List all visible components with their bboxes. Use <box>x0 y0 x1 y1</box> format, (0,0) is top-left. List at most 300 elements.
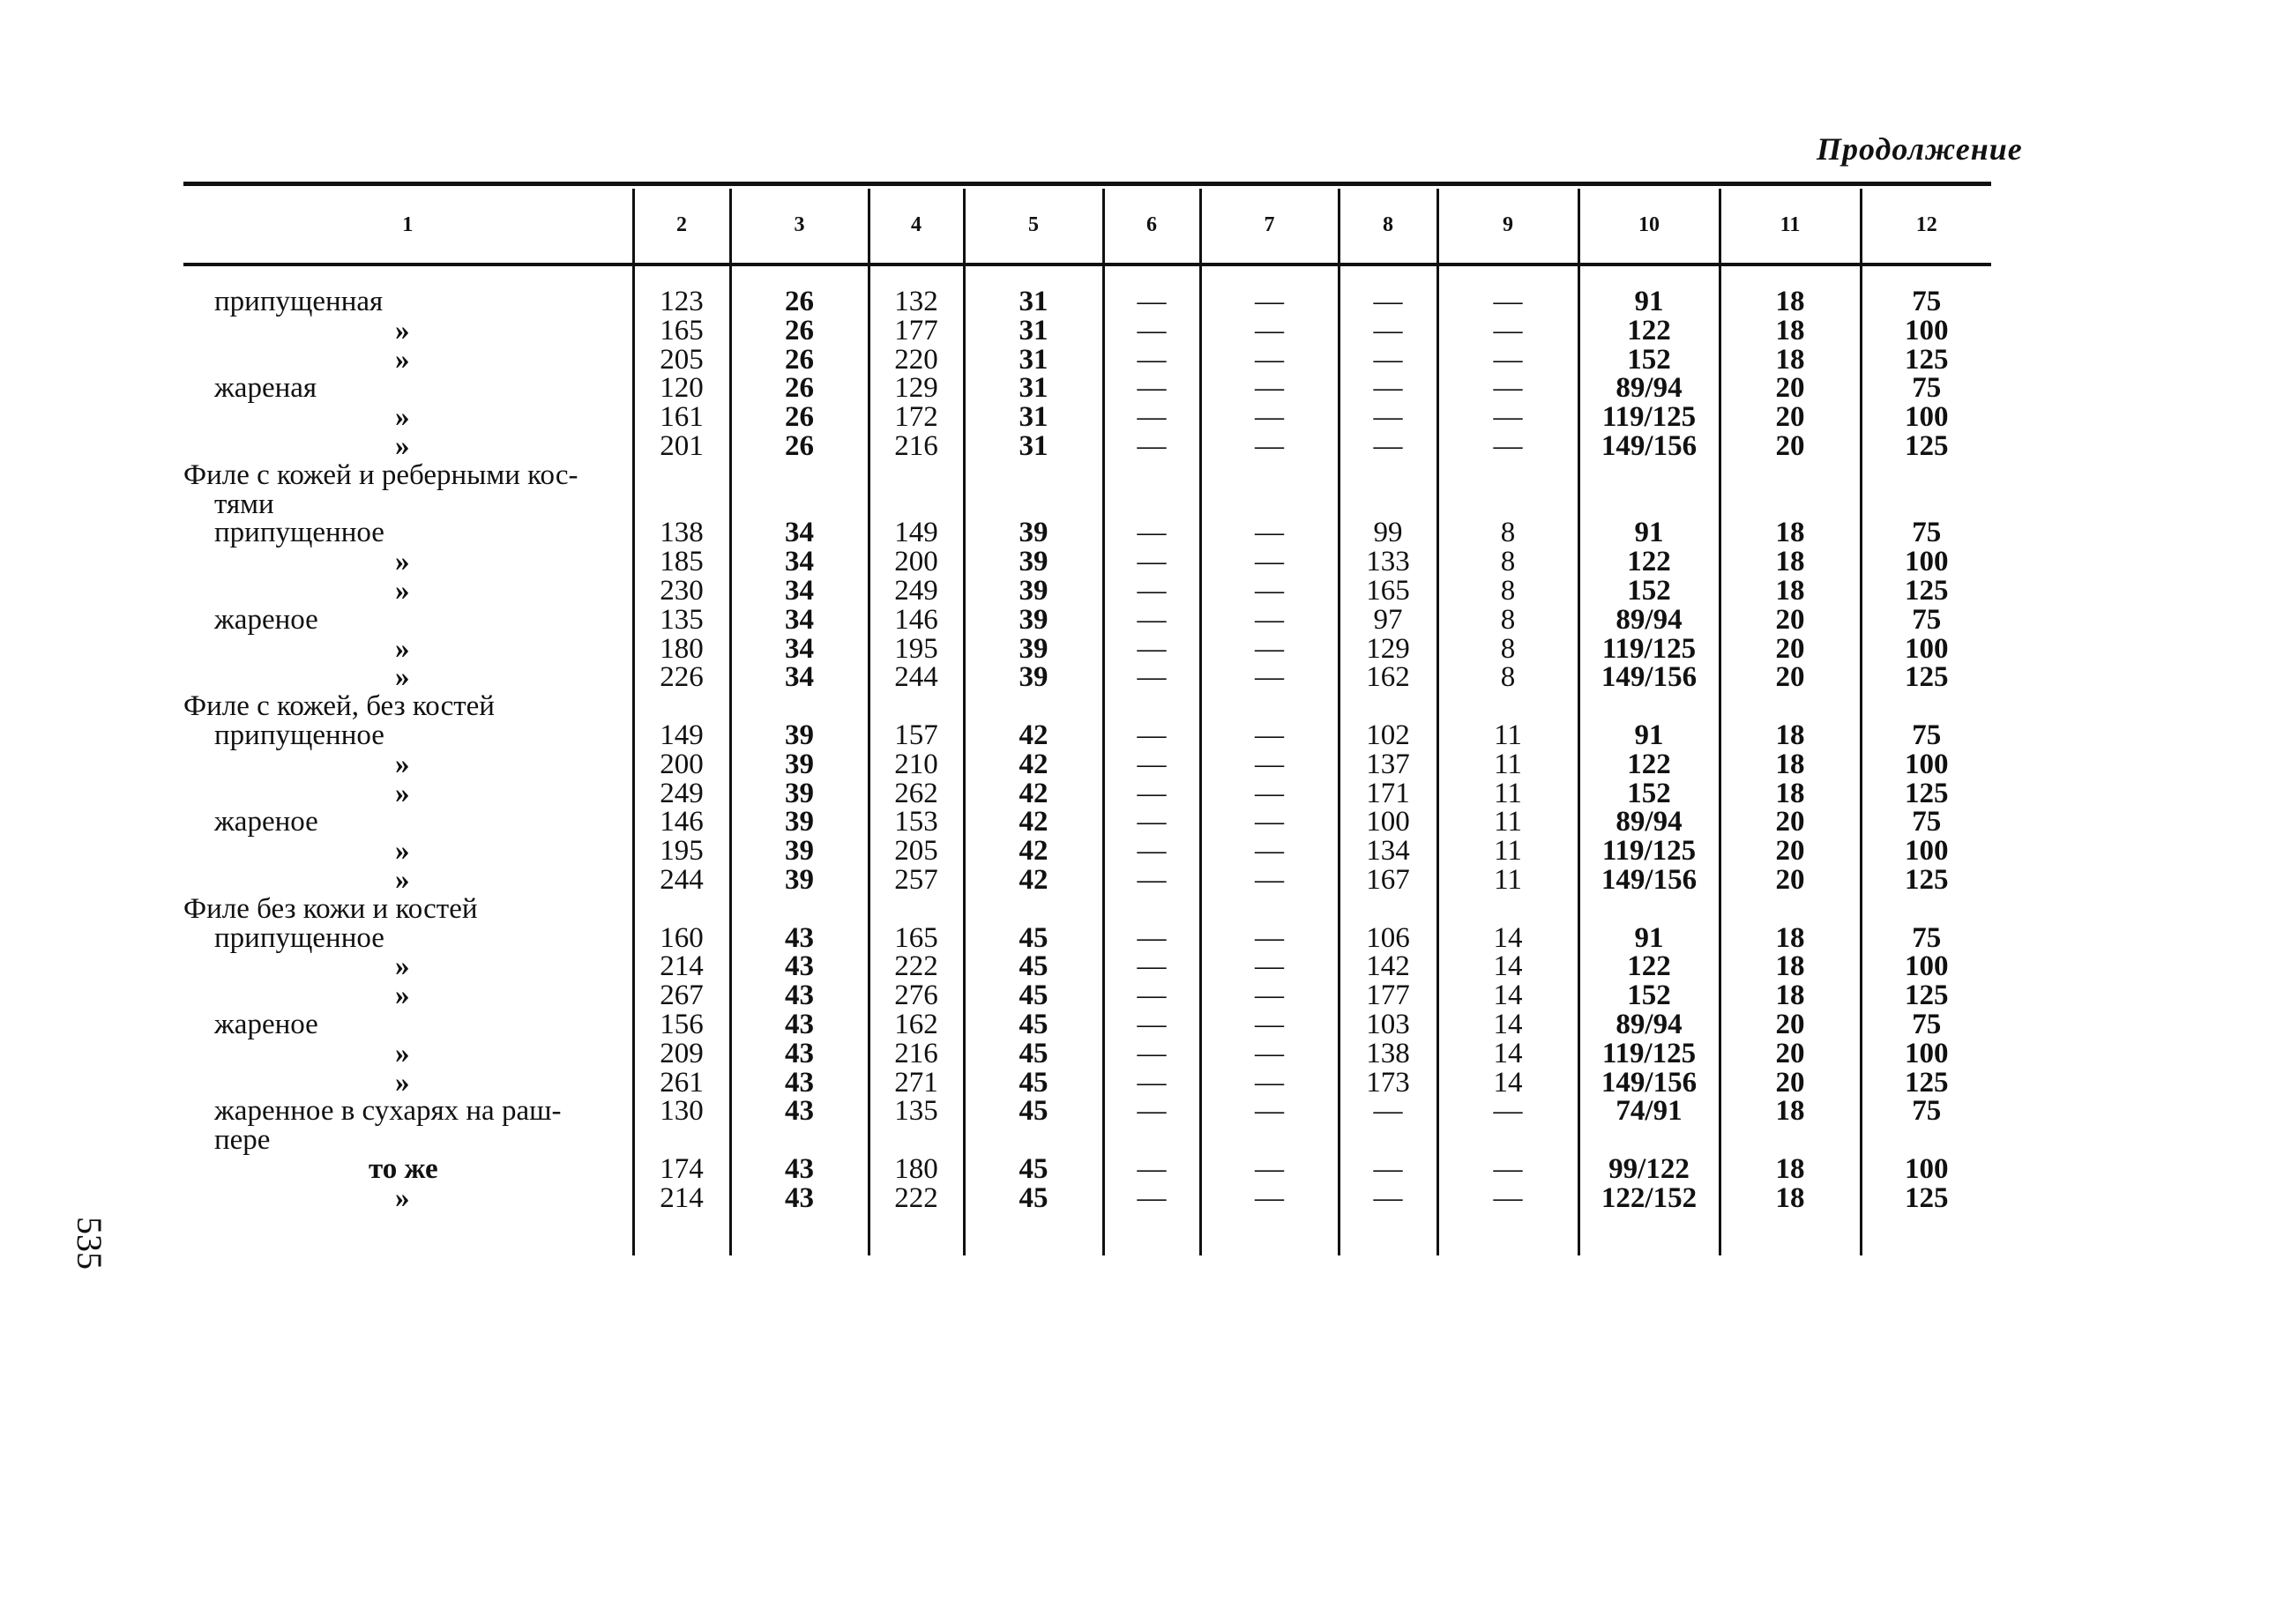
table-cell-col-9: — <box>1437 403 1578 432</box>
table-cell-col-4: 276 <box>869 981 964 1010</box>
table-cell-col-4: 216 <box>869 1039 964 1069</box>
table-cell-col-11: 18 <box>1720 346 1861 375</box>
table-cell-col-6: — <box>1103 750 1200 779</box>
table-cell-col-3: 43 <box>730 1155 869 1184</box>
table-cell-col-11: 20 <box>1720 1069 1861 1098</box>
row-label: жаренное в сухарях на раш- <box>214 1095 562 1128</box>
table-cell-col-8: 165 <box>1339 577 1437 606</box>
table-cell-col-6: — <box>1103 432 1200 461</box>
table-row <box>183 866 1991 895</box>
table-cell-col-7: — <box>1200 981 1339 1010</box>
table-cell-col-3: 43 <box>730 1184 869 1213</box>
table-cell-col-8: 134 <box>1339 837 1437 866</box>
table-cell-col-2: 135 <box>633 606 730 635</box>
table-cell-col-8: 138 <box>1339 1039 1437 1069</box>
row-label: припущенное <box>214 517 384 549</box>
column-header-4: 4 <box>869 189 964 261</box>
table-spacer-row <box>183 261 1991 287</box>
table-cell-col-10: 122 <box>1578 548 1720 577</box>
row-label: припущенное <box>214 719 384 751</box>
table-cell-col-6: — <box>1103 866 1200 895</box>
column-header-6: 6 <box>1103 189 1200 261</box>
table-cell-col-12: 100 <box>1861 1039 1991 1069</box>
table-cell-col-3: 39 <box>730 750 869 779</box>
table-cell-col-5 <box>964 461 1103 490</box>
table-cell-col-10: 89/94 <box>1578 374 1720 403</box>
table-cell-col-9 <box>1437 490 1578 519</box>
row-label: припущенная <box>214 286 384 317</box>
table-cell-col-2: 149 <box>633 721 730 750</box>
column-header-2: 2 <box>633 189 730 261</box>
table-cell-col-12: 100 <box>1861 1155 1991 1184</box>
table-cell-col-11: 18 <box>1720 779 1861 808</box>
table-cell-col-9: — <box>1437 287 1578 317</box>
table-cell-col-8: 167 <box>1339 866 1437 895</box>
table-cell-col-9: — <box>1437 317 1578 346</box>
table-cell-col-3 <box>730 895 869 924</box>
table-cell-col-3: 43 <box>730 1069 869 1098</box>
table-cell-col-7: — <box>1200 1069 1339 1098</box>
row-label: жареное <box>214 806 318 838</box>
table-cell-col-2: 123 <box>633 287 730 317</box>
table-cell-col-9: — <box>1437 1097 1578 1126</box>
table-cell-col-7: — <box>1200 750 1339 779</box>
table-cell-col-11: 20 <box>1720 663 1861 692</box>
table-cell-col-3 <box>730 490 869 519</box>
table-cell-col-6: — <box>1103 374 1200 403</box>
table-cell-col-10: 149/156 <box>1578 432 1720 461</box>
table-cell-col-11: 20 <box>1720 374 1861 403</box>
table-cell-col-2: 261 <box>633 1069 730 1098</box>
table-cell-col-8: 133 <box>1339 548 1437 577</box>
table-row <box>183 490 1991 519</box>
table-row <box>183 1097 1991 1126</box>
table-tail-row <box>183 1213 1991 1255</box>
table-cell-col-3: 26 <box>730 374 869 403</box>
table-cell-col-8: — <box>1339 1184 1437 1213</box>
table-cell-col-2: 226 <box>633 663 730 692</box>
table-cell-col-8: — <box>1339 287 1437 317</box>
table-cell-col-2: 201 <box>633 432 730 461</box>
table-cell-col-4: 177 <box>869 317 964 346</box>
table-cell-col-3: 26 <box>730 287 869 317</box>
table-cell-col-7: — <box>1200 403 1339 432</box>
table-cell-col-7: — <box>1200 317 1339 346</box>
table-cell-col-5: 45 <box>964 981 1103 1010</box>
table-cell-col-7: — <box>1200 808 1339 837</box>
table-cell-col-3: 43 <box>730 952 869 981</box>
table-cell-col-6 <box>1103 1126 1200 1155</box>
column-header-1: 1 <box>402 212 414 236</box>
table-cell-col-12: 125 <box>1861 346 1991 375</box>
row-label: » <box>395 835 410 868</box>
table-cell-col-9: 14 <box>1437 1010 1578 1039</box>
table-cell-col-7 <box>1200 490 1339 519</box>
table-cell-col-11 <box>1720 490 1861 519</box>
row-label: » <box>395 401 410 434</box>
table-cell-col-10 <box>1578 461 1720 490</box>
table-row <box>183 981 1991 1010</box>
table-cell-col-7: — <box>1200 432 1339 461</box>
table-cell-col-12: 100 <box>1861 403 1991 432</box>
table-cell-col-6: — <box>1103 924 1200 953</box>
table-cell-col-8: — <box>1339 317 1437 346</box>
table-cell-col-4: 216 <box>869 432 964 461</box>
table-cell-col-10: 89/94 <box>1578 606 1720 635</box>
table-cell-col-11 <box>1720 692 1861 721</box>
table-cell-col-12: 100 <box>1861 635 1991 664</box>
table-cell-col-10: 91 <box>1578 924 1720 953</box>
table-cell-col-2: 156 <box>633 1010 730 1039</box>
table-cell-col-7 <box>1200 692 1339 721</box>
table-cell-col-11: 20 <box>1720 1010 1861 1039</box>
table-cell-col-4: 165 <box>869 924 964 953</box>
table-cell-col-11: 20 <box>1720 866 1861 895</box>
table-cell-col-8 <box>1339 1126 1437 1155</box>
table-row <box>183 692 1991 721</box>
table-cell-col-10: 149/156 <box>1578 866 1720 895</box>
table-cell-col-5: 42 <box>964 750 1103 779</box>
table-cell-col-10: 91 <box>1578 518 1720 548</box>
table-top-rule <box>183 182 1991 186</box>
table-cell-col-11: 18 <box>1720 1155 1861 1184</box>
table-cell-col-11: 18 <box>1720 952 1861 981</box>
table-cell-col-2: 214 <box>633 1184 730 1213</box>
table-cell-col-10: 119/125 <box>1578 1039 1720 1069</box>
table-cell-col-12: 75 <box>1861 721 1991 750</box>
table-cell-col-8: 99 <box>1339 518 1437 548</box>
table-row <box>183 432 1991 461</box>
table-cell-col-10: 119/125 <box>1578 635 1720 664</box>
table-cell-col-7 <box>1200 1126 1339 1155</box>
table-cell-col-3: 39 <box>730 808 869 837</box>
table-cell-col-5 <box>964 692 1103 721</box>
table-cell-col-9: — <box>1437 346 1578 375</box>
table-cell-col-10: 152 <box>1578 577 1720 606</box>
table-cell-col-7 <box>1200 461 1339 490</box>
table-cell-col-7: — <box>1200 779 1339 808</box>
table-row <box>183 1069 1991 1098</box>
table-cell-col-3: 26 <box>730 346 869 375</box>
table-cell-col-7 <box>1200 895 1339 924</box>
table-cell-col-4: 271 <box>869 1069 964 1098</box>
table-cell-col-3: 34 <box>730 518 869 548</box>
table-cell-col-9: — <box>1437 1184 1578 1213</box>
table-cell-col-6: — <box>1103 1184 1200 1213</box>
table-cell-col-3: 43 <box>730 924 869 953</box>
table-cell-col-8 <box>1339 490 1437 519</box>
table-cell-col-12: 75 <box>1861 606 1991 635</box>
table-cell-col-6: — <box>1103 346 1200 375</box>
table-cell-col-4: 220 <box>869 346 964 375</box>
table-cell-col-6 <box>1103 461 1200 490</box>
table-cell-col-10: 99/122 <box>1578 1155 1720 1184</box>
table-cell-col-12: 100 <box>1861 952 1991 981</box>
table-cell-col-7: — <box>1200 1184 1339 1213</box>
table-cell-col-4 <box>869 895 964 924</box>
table-cell-col-2 <box>633 461 730 490</box>
row-label: » <box>395 314 410 346</box>
table-row <box>183 606 1991 635</box>
column-header-12: 12 <box>1861 189 1991 261</box>
table-cell-col-8: 162 <box>1339 663 1437 692</box>
table-cell-col-8: 102 <box>1339 721 1437 750</box>
table-cell-col-12: 100 <box>1861 317 1991 346</box>
table-cell-col-8: 137 <box>1339 750 1437 779</box>
table-cell-col-6: — <box>1103 548 1200 577</box>
row-label: тями <box>214 488 274 520</box>
table-cell-col-4: 262 <box>869 779 964 808</box>
table-cell-col-12: 125 <box>1861 981 1991 1010</box>
table-cell-col-2: 174 <box>633 1155 730 1184</box>
table-cell-col-10: 119/125 <box>1578 837 1720 866</box>
table-cell-col-12 <box>1861 895 1991 924</box>
row-label: Филе с кожей и реберными кос- <box>183 458 578 491</box>
table-cell-col-8: — <box>1339 1155 1437 1184</box>
table-cell-col-9: — <box>1437 432 1578 461</box>
row-label: » <box>395 661 410 694</box>
table-cell-col-4: 157 <box>869 721 964 750</box>
table-cell-col-10: 122 <box>1578 317 1720 346</box>
table-cell-col-9 <box>1437 692 1578 721</box>
table-row <box>183 1155 1991 1184</box>
table-cell-col-3: 26 <box>730 432 869 461</box>
table-cell-col-5: 45 <box>964 1010 1103 1039</box>
table-cell-col-6: — <box>1103 1155 1200 1184</box>
table-cell-col-11 <box>1720 461 1861 490</box>
table-row <box>183 374 1991 403</box>
table-row <box>183 346 1991 375</box>
table-cell-col-2: 209 <box>633 1039 730 1069</box>
table-cell-col-5: 42 <box>964 721 1103 750</box>
table-cell-col-10: 152 <box>1578 346 1720 375</box>
row-label: » <box>395 777 410 809</box>
table-cell-col-12 <box>1861 692 1991 721</box>
table-cell-col-5: 39 <box>964 577 1103 606</box>
table-cell-col-6: — <box>1103 518 1200 548</box>
table-cell-col-11: 20 <box>1720 1039 1861 1069</box>
table-cell-col-8: — <box>1339 403 1437 432</box>
table-cell-col-4: 257 <box>869 866 964 895</box>
table-cell-col-7: — <box>1200 1039 1339 1069</box>
table-cell-col-5 <box>964 1126 1103 1155</box>
table-cell-col-9: 11 <box>1437 837 1578 866</box>
table-row <box>183 1126 1991 1155</box>
table-cell-col-4: 222 <box>869 952 964 981</box>
row-label: » <box>395 574 410 607</box>
table-cell-col-3: 34 <box>730 606 869 635</box>
table-cell-col-5: 31 <box>964 374 1103 403</box>
column-header-5: 5 <box>964 189 1103 261</box>
table-cell-col-11 <box>1720 895 1861 924</box>
table-cell-col-9: 14 <box>1437 1039 1578 1069</box>
table-cell-col-3: 39 <box>730 866 869 895</box>
table-cell-col-7: — <box>1200 721 1339 750</box>
table-cell-col-5 <box>964 490 1103 519</box>
table-row <box>183 924 1991 953</box>
table-cell-col-7: — <box>1200 1010 1339 1039</box>
table-row <box>183 1184 1991 1213</box>
table-cell-col-4 <box>869 461 964 490</box>
table-cell-col-5: 45 <box>964 1155 1103 1184</box>
table-cell-col-6: — <box>1103 606 1200 635</box>
table-cell-col-9: 8 <box>1437 606 1578 635</box>
table-cell-col-9: 11 <box>1437 866 1578 895</box>
table-cell-col-12: 125 <box>1861 779 1991 808</box>
table-cell-col-2: 180 <box>633 635 730 664</box>
table-cell-col-12: 75 <box>1861 1097 1991 1126</box>
table-cell-col-2: 185 <box>633 548 730 577</box>
table-cell-col-11: 18 <box>1720 287 1861 317</box>
column-header-7: 7 <box>1200 189 1339 261</box>
table-cell-col-2: 165 <box>633 317 730 346</box>
table-cell-col-4: 172 <box>869 403 964 432</box>
table-cell-col-6: — <box>1103 981 1200 1010</box>
table-cell-col-10 <box>1578 895 1720 924</box>
table-cell-col-2: 146 <box>633 808 730 837</box>
table-cell-col-5: 39 <box>964 518 1103 548</box>
table-cell-col-11: 18 <box>1720 721 1861 750</box>
table-cell-col-12: 125 <box>1861 577 1991 606</box>
table-cell-col-10 <box>1578 692 1720 721</box>
column-header-8: 8 <box>1339 189 1437 261</box>
table-cell-col-6: — <box>1103 808 1200 837</box>
table-cell-col-8: 129 <box>1339 635 1437 664</box>
table-cell-col-10: 119/125 <box>1578 403 1720 432</box>
table-cell-col-3: 43 <box>730 1010 869 1039</box>
table-cell-col-11: 18 <box>1720 1184 1861 1213</box>
table-cell-col-7: — <box>1200 924 1339 953</box>
row-label: » <box>395 1181 410 1214</box>
table-cell-col-3: 43 <box>730 981 869 1010</box>
table-cell-col-4: 205 <box>869 837 964 866</box>
table-cell-col-12 <box>1861 490 1991 519</box>
table-cell-col-4 <box>869 490 964 519</box>
table-cell-col-5: 45 <box>964 1069 1103 1098</box>
table-cell-col-2: 244 <box>633 866 730 895</box>
table-cell-col-6: — <box>1103 663 1200 692</box>
table-cell-col-3: 34 <box>730 663 869 692</box>
table-cell-col-9: — <box>1437 374 1578 403</box>
table-cell-col-3: 34 <box>730 635 869 664</box>
table-cell-col-6: — <box>1103 1069 1200 1098</box>
table-cell-col-4: 129 <box>869 374 964 403</box>
table-cell-col-7: — <box>1200 606 1339 635</box>
table-cell-col-11: 18 <box>1720 317 1861 346</box>
table-cell-col-9: 8 <box>1437 577 1578 606</box>
table-cell-col-2: 160 <box>633 924 730 953</box>
table-cell-col-12 <box>1861 1126 1991 1155</box>
table-cell-col-9: 8 <box>1437 663 1578 692</box>
table-cell-col-5: 31 <box>964 346 1103 375</box>
table-cell-col-3 <box>730 1126 869 1155</box>
table-cell-col-3: 39 <box>730 779 869 808</box>
table-cell-col-7: — <box>1200 346 1339 375</box>
table-cell-col-3 <box>730 692 869 721</box>
table-cell-col-12: 125 <box>1861 866 1991 895</box>
table-cell-col-2: 161 <box>633 403 730 432</box>
table-cell-col-2 <box>633 490 730 519</box>
table-cell-col-4: 200 <box>869 548 964 577</box>
table-cell-col-7: — <box>1200 577 1339 606</box>
table-cell-col-4: 195 <box>869 635 964 664</box>
table-cell-col-8: 100 <box>1339 808 1437 837</box>
table-cell-col-3: 34 <box>730 548 869 577</box>
table-cell-col-10: 122/152 <box>1578 1184 1720 1213</box>
table-cell-col-6 <box>1103 895 1200 924</box>
table-cell-col-5: 39 <box>964 606 1103 635</box>
table-cell-col-5: 39 <box>964 663 1103 692</box>
table-cell-col-8 <box>1339 895 1437 924</box>
table-cell-col-7: — <box>1200 374 1339 403</box>
table-cell-col-8 <box>1339 692 1437 721</box>
table-cell-col-5: 42 <box>964 808 1103 837</box>
table-cell-col-8: 171 <box>1339 779 1437 808</box>
row-label: припущенное <box>214 921 384 954</box>
table-cell-col-11: 18 <box>1720 548 1861 577</box>
table-cell-col-9: 14 <box>1437 924 1578 953</box>
table-cell-col-4: 146 <box>869 606 964 635</box>
table-cell-col-11: 18 <box>1720 924 1861 953</box>
table-cell-col-2: 120 <box>633 374 730 403</box>
row-label: пере <box>214 1124 271 1157</box>
table-cell-col-8: 177 <box>1339 981 1437 1010</box>
table-cell-col-7: — <box>1200 952 1339 981</box>
table-cell-col-12: 125 <box>1861 432 1991 461</box>
table-cell-col-9: 8 <box>1437 518 1578 548</box>
table-cell-col-11: 20 <box>1720 635 1861 664</box>
page-number: 535 <box>70 1217 109 1270</box>
table-cell-col-11 <box>1720 1126 1861 1155</box>
table-cell-col-8: — <box>1339 374 1437 403</box>
table-cell-col-9: 11 <box>1437 750 1578 779</box>
table-cell-col-3: 43 <box>730 1097 869 1126</box>
table-cell-col-9 <box>1437 1126 1578 1155</box>
continuation-caption: Продолжение <box>1817 131 2023 167</box>
column-header-10: 10 <box>1578 189 1720 261</box>
table-cell-col-12: 100 <box>1861 750 1991 779</box>
table-cell-col-4 <box>869 692 964 721</box>
table-cell-col-2: 138 <box>633 518 730 548</box>
table-row <box>183 779 1991 808</box>
table-cell-col-8: 106 <box>1339 924 1437 953</box>
table-row <box>183 663 1991 692</box>
table-header-row <box>183 189 1991 261</box>
table-cell-col-4: 210 <box>869 750 964 779</box>
table-row <box>183 518 1991 548</box>
table-cell-col-5: 42 <box>964 779 1103 808</box>
table-row <box>183 577 1991 606</box>
table-cell-col-8: — <box>1339 432 1437 461</box>
table-row <box>183 808 1991 837</box>
table-cell-col-3 <box>730 461 869 490</box>
table-cell-col-9 <box>1437 895 1578 924</box>
table-cell-col-12: 75 <box>1861 1010 1991 1039</box>
table-cell-col-3: 26 <box>730 317 869 346</box>
table-cell-col-9 <box>1437 461 1578 490</box>
table-cell-col-10 <box>1578 1126 1720 1155</box>
table-cell-col-7: — <box>1200 518 1339 548</box>
table-cell-col-11: 18 <box>1720 750 1861 779</box>
table-cell-col-11: 18 <box>1720 1097 1861 1126</box>
table-cell-col-10: 152 <box>1578 981 1720 1010</box>
row-label: Филе без кожи и костей <box>183 892 478 925</box>
table-cell-col-10: 122 <box>1578 952 1720 981</box>
table-cell-col-4: 132 <box>869 287 964 317</box>
table-cell-col-2: 230 <box>633 577 730 606</box>
data-table <box>183 189 1991 1255</box>
table-row <box>183 461 1991 490</box>
